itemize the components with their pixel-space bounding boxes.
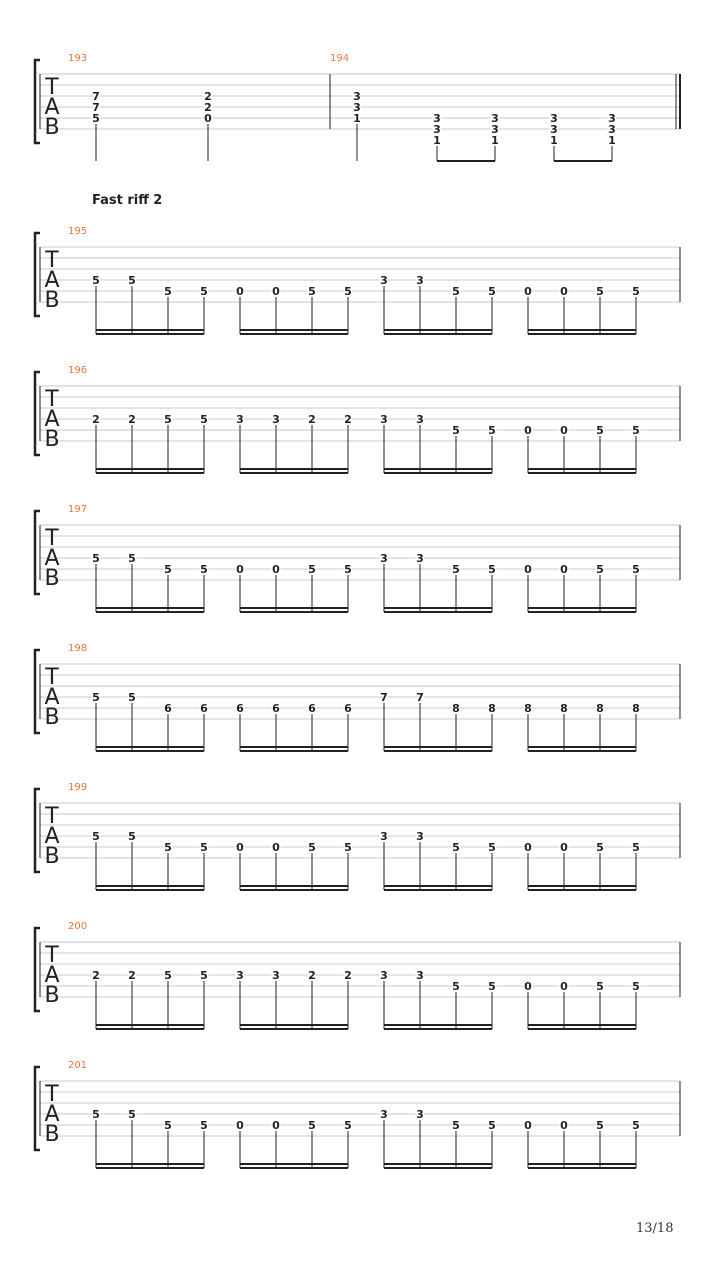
fret-number: 5 bbox=[596, 285, 604, 298]
fret-number: 3 bbox=[380, 552, 388, 565]
fret-number: 3 bbox=[416, 1108, 424, 1121]
fret-number: 3 bbox=[380, 830, 388, 843]
fret-number: 8 bbox=[632, 702, 640, 715]
fret-number: 3 bbox=[353, 101, 361, 114]
fret-number: 5 bbox=[308, 563, 316, 576]
tab-system bbox=[35, 504, 680, 612]
fret-number: 5 bbox=[488, 841, 496, 854]
fret-number: 0 bbox=[524, 841, 532, 854]
tab-clef-letter: A bbox=[44, 407, 60, 432]
fret-number: 1 bbox=[608, 134, 616, 147]
fret-number: 1 bbox=[491, 134, 499, 147]
system-bracket bbox=[35, 789, 40, 872]
fret-number: 8 bbox=[560, 702, 568, 715]
fret-number: 0 bbox=[236, 285, 244, 298]
fret-number: 5 bbox=[596, 1119, 604, 1132]
tab-clef-letter: A bbox=[44, 95, 60, 120]
system-bracket bbox=[35, 928, 40, 1011]
fret-number: 5 bbox=[164, 969, 172, 982]
fret-number: 0 bbox=[524, 980, 532, 993]
fret-number: 1 bbox=[550, 134, 558, 147]
fret-number: 5 bbox=[92, 274, 100, 287]
fret-number: 2 bbox=[92, 413, 100, 426]
fret-number: 5 bbox=[200, 563, 208, 576]
fret-number: 5 bbox=[488, 424, 496, 437]
fret-number: 2 bbox=[204, 101, 212, 114]
fret-number: 0 bbox=[560, 424, 568, 437]
fret-number: 6 bbox=[164, 702, 172, 715]
section-title: Fast riff 2 bbox=[92, 193, 163, 208]
system-bracket bbox=[35, 372, 40, 455]
fret-number: 3 bbox=[380, 1108, 388, 1121]
tab-system bbox=[35, 226, 680, 334]
fret-number: 5 bbox=[344, 841, 352, 854]
fret-number: 5 bbox=[452, 841, 460, 854]
fret-number: 5 bbox=[200, 1119, 208, 1132]
fret-number: 6 bbox=[344, 702, 352, 715]
fret-number: 3 bbox=[236, 969, 244, 982]
tab-clef-letter: T bbox=[45, 665, 59, 690]
fret-number: 5 bbox=[452, 980, 460, 993]
tab-clef-letter: B bbox=[44, 983, 60, 1008]
fret-number: 7 bbox=[92, 101, 100, 114]
measure-number: 196 bbox=[68, 365, 88, 376]
fret-number: 5 bbox=[92, 112, 100, 125]
tab-system bbox=[35, 1060, 680, 1168]
measure-number: 200 bbox=[68, 921, 88, 932]
tab-clef-letter: B bbox=[44, 288, 60, 313]
fret-number: 3 bbox=[416, 830, 424, 843]
fret-number: 5 bbox=[488, 1119, 496, 1132]
fret-number: 5 bbox=[344, 563, 352, 576]
tab-clef-letter: A bbox=[44, 268, 60, 293]
fret-number: 5 bbox=[488, 980, 496, 993]
fret-number: 2 bbox=[92, 969, 100, 982]
fret-number: 8 bbox=[524, 702, 532, 715]
tab-clef-letter: A bbox=[44, 685, 60, 710]
fret-number: 3 bbox=[272, 969, 280, 982]
fret-number: 0 bbox=[524, 285, 532, 298]
measure-number: 199 bbox=[68, 782, 88, 793]
fret-number: 3 bbox=[491, 123, 499, 136]
tab-system bbox=[35, 365, 680, 473]
fret-number: 5 bbox=[128, 274, 136, 287]
tab-clef-letter: T bbox=[45, 804, 59, 829]
fret-number: 0 bbox=[236, 563, 244, 576]
tab-clef-letter: B bbox=[44, 115, 60, 140]
fret-number: 2 bbox=[128, 413, 136, 426]
fret-number: 6 bbox=[236, 702, 244, 715]
fret-number: 0 bbox=[560, 563, 568, 576]
fret-number: 2 bbox=[344, 413, 352, 426]
fret-number: 5 bbox=[596, 424, 604, 437]
measure-number: 201 bbox=[68, 1060, 88, 1071]
page-number: 13/18 bbox=[636, 1221, 674, 1236]
fret-number: 2 bbox=[308, 969, 316, 982]
fret-number: 2 bbox=[344, 969, 352, 982]
fret-number: 3 bbox=[380, 274, 388, 287]
fret-number: 5 bbox=[632, 980, 640, 993]
tab-clef-letter: B bbox=[44, 427, 60, 452]
fret-number: 5 bbox=[488, 285, 496, 298]
measure-number: 197 bbox=[68, 504, 88, 515]
fret-number: 0 bbox=[524, 1119, 532, 1132]
fret-number: 3 bbox=[608, 123, 616, 136]
fret-number: 1 bbox=[353, 112, 361, 125]
fret-number: 5 bbox=[92, 552, 100, 565]
fret-number: 2 bbox=[204, 90, 212, 103]
tab-system bbox=[35, 53, 680, 161]
fret-number: 5 bbox=[92, 691, 100, 704]
tab-clef-letter: T bbox=[45, 248, 59, 273]
tab-clef-letter: B bbox=[44, 844, 60, 869]
fret-number: 5 bbox=[632, 841, 640, 854]
fret-number: 5 bbox=[164, 563, 172, 576]
fret-number: 3 bbox=[550, 112, 558, 125]
fret-number: 5 bbox=[596, 841, 604, 854]
tab-clef-letter: A bbox=[44, 546, 60, 571]
tab-clef-letter: T bbox=[45, 943, 59, 968]
fret-number: 3 bbox=[491, 112, 499, 125]
fret-number: 8 bbox=[488, 702, 496, 715]
fret-number: 3 bbox=[608, 112, 616, 125]
fret-number: 5 bbox=[200, 285, 208, 298]
fret-number: 3 bbox=[236, 413, 244, 426]
tab-clef-letter: A bbox=[44, 1102, 60, 1127]
tab-clef-letter: T bbox=[45, 1082, 59, 1107]
fret-number: 7 bbox=[416, 691, 424, 704]
system-bracket bbox=[35, 1067, 40, 1150]
fret-number: 5 bbox=[452, 285, 460, 298]
fret-number: 0 bbox=[272, 285, 280, 298]
fret-number: 7 bbox=[92, 90, 100, 103]
fret-number: 5 bbox=[632, 285, 640, 298]
system-bracket bbox=[35, 60, 40, 143]
fret-number: 0 bbox=[524, 424, 532, 437]
system-bracket bbox=[35, 233, 40, 316]
fret-number: 5 bbox=[200, 413, 208, 426]
fret-number: 5 bbox=[596, 563, 604, 576]
fret-number: 5 bbox=[164, 285, 172, 298]
tab-clef-letter: A bbox=[44, 963, 60, 988]
fret-number: 5 bbox=[452, 563, 460, 576]
fret-number: 5 bbox=[92, 1108, 100, 1121]
fret-number: 0 bbox=[560, 285, 568, 298]
fret-number: 5 bbox=[452, 1119, 460, 1132]
fret-number: 5 bbox=[632, 563, 640, 576]
fret-number: 5 bbox=[344, 1119, 352, 1132]
fret-number: 5 bbox=[452, 424, 460, 437]
fret-number: 3 bbox=[416, 552, 424, 565]
fret-number: 3 bbox=[272, 413, 280, 426]
fret-number: 5 bbox=[164, 413, 172, 426]
system-bracket bbox=[35, 511, 40, 594]
tab-system bbox=[35, 921, 680, 1029]
fret-number: 6 bbox=[200, 702, 208, 715]
tab-clef-letter: B bbox=[44, 705, 60, 730]
measure-number: 195 bbox=[68, 226, 88, 237]
fret-number: 5 bbox=[632, 1119, 640, 1132]
tab-clef-letter: B bbox=[44, 566, 60, 591]
fret-number: 6 bbox=[272, 702, 280, 715]
fret-number: 6 bbox=[308, 702, 316, 715]
tab-clef-letter: T bbox=[45, 75, 59, 100]
fret-number: 5 bbox=[128, 1108, 136, 1121]
fret-number: 5 bbox=[128, 552, 136, 565]
fret-number: 8 bbox=[596, 702, 604, 715]
fret-number: 0 bbox=[272, 563, 280, 576]
fret-number: 0 bbox=[204, 112, 212, 125]
fret-number: 5 bbox=[308, 1119, 316, 1132]
fret-number: 5 bbox=[164, 841, 172, 854]
fret-number: 5 bbox=[128, 830, 136, 843]
fret-number: 3 bbox=[416, 413, 424, 426]
system-bracket bbox=[35, 650, 40, 733]
fret-number: 5 bbox=[164, 1119, 172, 1132]
fret-number: 5 bbox=[596, 980, 604, 993]
measure-number: 193 bbox=[68, 53, 88, 64]
fret-number: 5 bbox=[344, 285, 352, 298]
fret-number: 5 bbox=[632, 424, 640, 437]
tab-clef-letter: T bbox=[45, 526, 59, 551]
fret-number: 1 bbox=[433, 134, 441, 147]
fret-number: 5 bbox=[308, 285, 316, 298]
fret-number: 3 bbox=[380, 969, 388, 982]
fret-number: 0 bbox=[272, 841, 280, 854]
fret-number: 3 bbox=[380, 413, 388, 426]
fret-number: 3 bbox=[433, 112, 441, 125]
measure-number: 194 bbox=[330, 53, 350, 64]
tab-clef-letter: T bbox=[45, 387, 59, 412]
measure-number: 198 bbox=[68, 643, 88, 654]
fret-number: 5 bbox=[92, 830, 100, 843]
fret-number: 0 bbox=[236, 841, 244, 854]
fret-number: 5 bbox=[200, 969, 208, 982]
fret-number: 5 bbox=[128, 691, 136, 704]
tab-system bbox=[35, 643, 680, 751]
fret-number: 3 bbox=[353, 90, 361, 103]
fret-number: 0 bbox=[272, 1119, 280, 1132]
fret-number: 0 bbox=[560, 1119, 568, 1132]
fret-number: 0 bbox=[560, 980, 568, 993]
fret-number: 0 bbox=[236, 1119, 244, 1132]
tab-system bbox=[35, 782, 680, 890]
fret-number: 3 bbox=[416, 274, 424, 287]
tab-clef-letter: B bbox=[44, 1122, 60, 1147]
fret-number: 3 bbox=[416, 969, 424, 982]
fret-number: 8 bbox=[452, 702, 460, 715]
fret-number: 5 bbox=[200, 841, 208, 854]
fret-number: 3 bbox=[550, 123, 558, 136]
fret-number: 2 bbox=[128, 969, 136, 982]
fret-number: 3 bbox=[433, 123, 441, 136]
tab-clef-letter: A bbox=[44, 824, 60, 849]
fret-number: 0 bbox=[524, 563, 532, 576]
fret-number: 5 bbox=[308, 841, 316, 854]
fret-number: 2 bbox=[308, 413, 316, 426]
fret-number: 0 bbox=[560, 841, 568, 854]
fret-number: 5 bbox=[488, 563, 496, 576]
fret-number: 7 bbox=[380, 691, 388, 704]
